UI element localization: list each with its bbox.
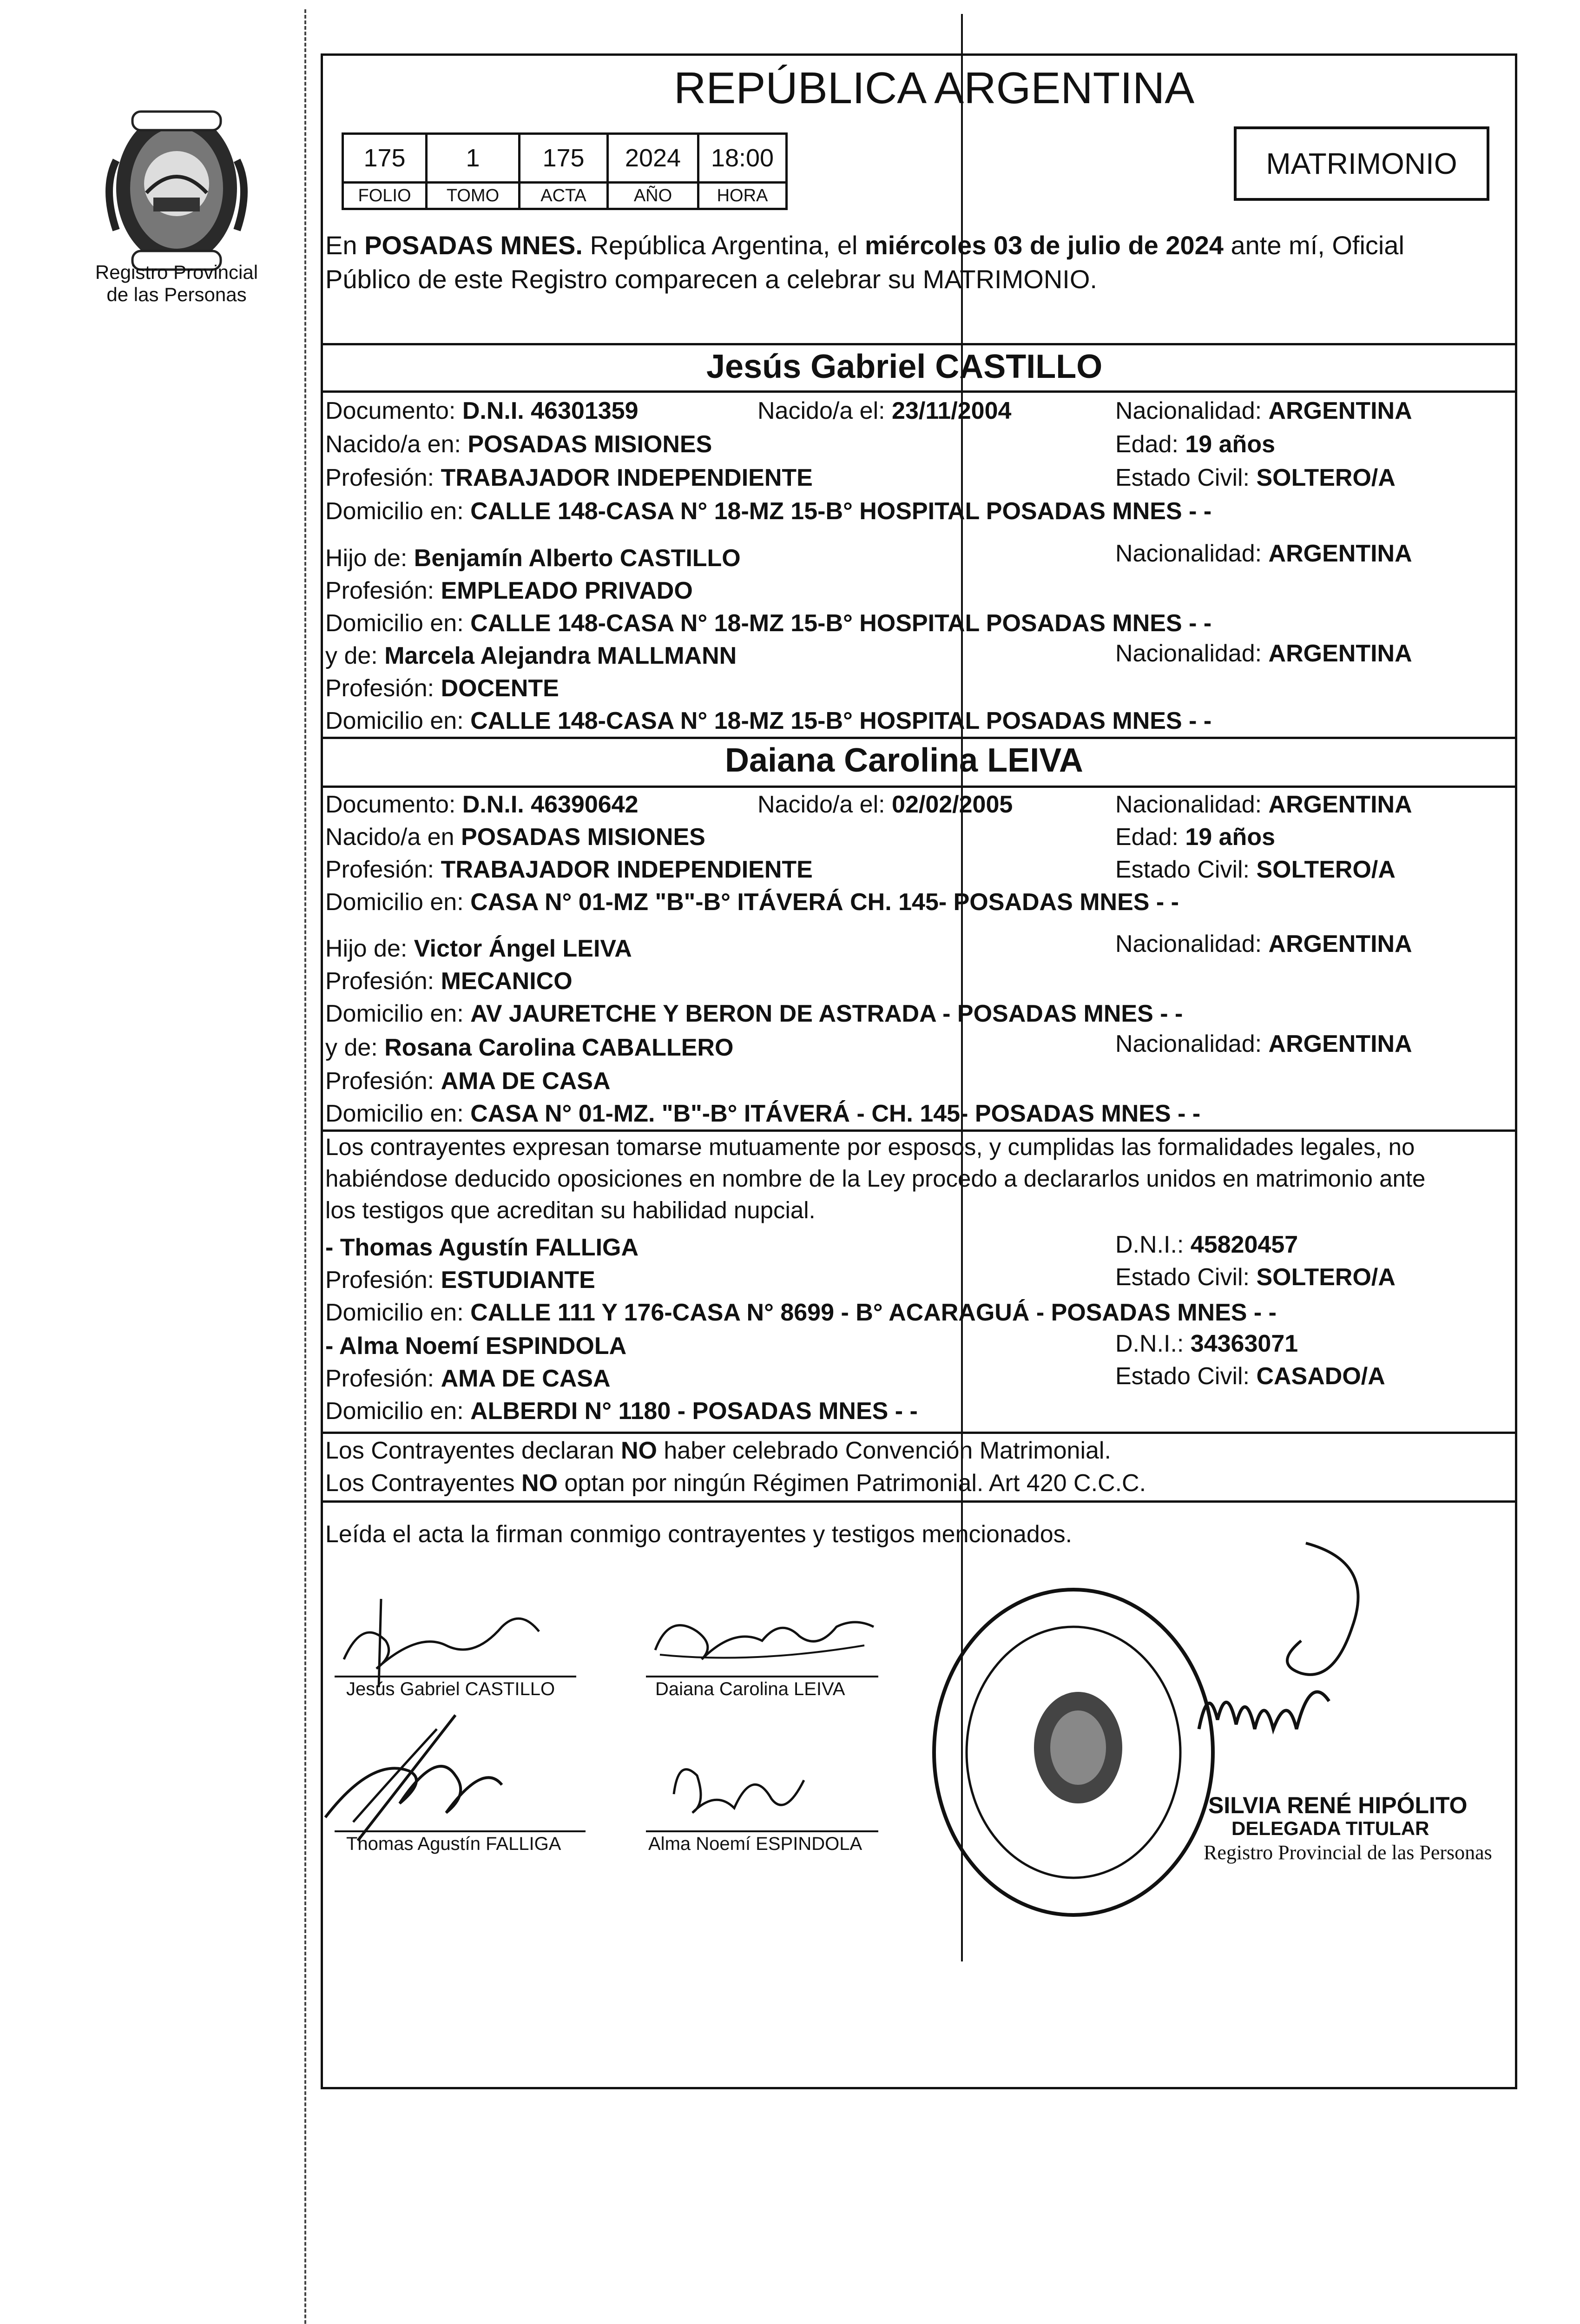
field-label: Profesión: [325,1267,441,1294]
testigo-1-domicilio [325,1296,1277,1329]
field-value: 02/02/2005 [892,791,1013,818]
field-label: Profesión: [325,1365,441,1392]
field-label: Nacido/a el: [757,397,892,424]
c1-nacido-el [757,394,1011,428]
field-label: Profesión: [325,968,441,995]
field-label: Nacido/a el: [757,791,892,818]
field-value: CALLE 148-CASA N° 18-MZ 15-B° HOSPITAL POSADAS MNES - - [470,498,1212,525]
c1-madre [325,639,737,673]
folio-value: 175 [343,134,427,183]
signature-falliga [316,1701,576,1850]
signature-leiva [641,1599,883,1683]
field-value: CASA N° 01-MZ. "B"-B° ITÁVERÁ - CH. 145- POSADAS MNES - - [470,1100,1201,1127]
anio-value: 2024 [608,134,698,183]
intro-place: POSADAS MNES. [364,231,583,260]
testigo-2-dni [1115,1327,1298,1360]
signature-line [646,1676,878,1677]
field-value: SOLTERO/A [1256,856,1396,883]
c2-profesion [325,853,813,886]
declaracion-line-3: los testigos que acreditan su habilidad nupcial. [325,1197,816,1223]
signature-line [335,1830,586,1832]
field-value: CASADO/A [1256,1363,1385,1390]
c2-domicilio [325,885,1179,919]
field-label: Estado Civil: [1115,856,1257,883]
field-label: Edad: [1115,824,1185,851]
c1-domicilio [325,495,1211,528]
field-value: 19 años [1185,824,1275,851]
convencion-text: Los Contrayentes declaran [325,1437,621,1464]
field-label: Hijo de: [325,545,414,572]
c1-estado-civil [1115,461,1396,495]
field-value: - Alma Noemí ESPINDOLA [325,1333,627,1360]
anio-label: AÑO [608,183,698,209]
testigo-1-dni [1115,1228,1298,1261]
field-label: Domicilio en: [325,889,471,916]
field-value: ARGENTINA [1268,931,1412,957]
convencion-text: haber celebrado Convención Matrimonial. [657,1437,1111,1464]
field-label: Domicilio en: [325,498,471,525]
page-title: REPÚBLICA ARGENTINA [674,63,1195,113]
field-label: Documento: [325,791,462,818]
field-label: Estado Civil: [1115,464,1257,491]
divider-name-1-bottom [321,390,1517,393]
field-value: ARGENTINA [1268,640,1412,667]
field-label: Nacionalidad: [1115,640,1269,667]
field-value: AMA DE CASA [441,1365,611,1392]
c2-estado-civil [1115,853,1396,886]
acta-data-table [342,132,788,210]
cierre-text: Leída el acta la firman conmigo contrayentes y testigos mencionados. [325,1521,1073,1548]
field-value: CALLE 148-CASA N° 18-MZ 15-B° HOSPITAL POSADAS MNES - - [470,610,1212,637]
convencion-text: optan por ningún Régimen Patrimonial. Art 420 C.C.C. [558,1470,1146,1497]
field-value: DOCENTE [441,675,559,702]
c1-nacido-en [325,428,712,461]
field-label: Hijo de: [325,935,414,962]
field-value: Benjamín Alberto CASTILLO [414,545,741,572]
field-label: Estado Civil: [1115,1363,1257,1390]
field-value: - Thomas Agustín FALLIGA [325,1234,639,1261]
field-label: Nacionalidad: [1115,931,1269,957]
declaracion-line-1: Los contrayentes expresan tomarse mutuamente por esposos, y cumplidas las formalidades legales, no [325,1134,1415,1160]
c2-padre [325,932,632,965]
acta-labels-row [343,183,787,209]
field-value: TRABAJADOR INDEPENDIENTE [441,464,813,491]
testigo-1-profesion [325,1263,595,1297]
testigo-1-name [325,1231,639,1264]
convencion-line-2 [325,1466,1146,1500]
declaracion-line-2: habiéndose deducido oposiciones en nombre de la Ley procedo a declararlos unidos en matrimonio ante [325,1165,1426,1192]
convencion-text: Los Contrayentes [325,1470,522,1497]
acta-values-row [343,134,787,183]
c2-madre-profesion [325,1064,611,1098]
signature-label-leiva: Daiana Carolina LEIVA [655,1679,845,1699]
field-value: EMPLEADO PRIVADO [441,577,693,604]
c1-madre-domicilio [325,704,1211,738]
testigo-2-name [325,1329,626,1363]
c2-padre-profesion [325,964,573,998]
field-value: ESTUDIANTE [441,1267,595,1294]
field-label: Profesión: [325,464,441,491]
logo-caption [70,261,283,306]
field-value: D.N.I. 46390642 [462,791,639,818]
testigo-2-estado-civil [1115,1360,1385,1393]
logo-caption-line-1: Registro Provincial [95,261,258,283]
field-value: ARGENTINA [1268,1030,1412,1057]
c1-madre-nacionalidad [1115,637,1412,670]
intro-text: ante mí, Oficial [1223,231,1404,260]
field-label: Domicilio en: [325,610,471,637]
field-label: Nacionalidad: [1115,397,1269,424]
field-label: D.N.I.: [1115,1231,1191,1258]
field-label: Nacionalidad: [1115,791,1269,818]
field-label: Documento: [325,397,462,424]
field-value: D.N.I. 46301359 [462,397,639,424]
field-label: Nacido/a en [325,824,461,851]
c1-madre-profesion [325,672,559,705]
field-label: y de: [325,642,385,669]
c2-madre [325,1031,733,1064]
c2-padre-nacionalidad [1115,927,1412,961]
convencion-line-1 [325,1434,1111,1467]
signature-line [646,1830,878,1832]
hora-label: HORA [698,183,787,209]
field-value: SOLTERO/A [1256,1264,1396,1291]
field-label: Edad: [1115,431,1185,458]
c1-documento [325,394,639,428]
contrayente-2-name: Daiana Carolina LEIVA [725,742,1083,779]
official-name: SILVIA RENÉ HIPÓLITO [1208,1792,1468,1818]
registry-logo [88,91,265,286]
document-type-box: MATRIMONIO [1234,126,1489,201]
field-label: Estado Civil: [1115,1264,1257,1291]
c1-edad [1115,428,1275,461]
acta-label: ACTA [520,183,608,209]
field-value: ARGENTINA [1268,397,1412,424]
logo-caption-line-2: de las Personas [106,284,247,305]
tomo-label: TOMO [427,183,520,209]
field-label: Domicilio en: [325,1000,471,1027]
field-value: CALLE 111 Y 176-CASA N° 8699 - B° ACARAGUÁ - POSADAS MNES - - [470,1299,1277,1326]
signature-espindola [646,1738,888,1831]
c2-madre-nacionalidad [1115,1027,1412,1061]
field-label: Domicilio en: [325,707,471,734]
field-value: 23/11/2004 [892,397,1012,424]
signature-label-espindola: Alma Noemí ESPINDOLA [648,1834,862,1854]
testigo-2-domicilio [325,1394,918,1428]
convencion-no: NO [521,1470,558,1497]
hora-value: 18:00 [698,134,787,183]
intro-text: En [325,231,365,260]
c1-padre-nacionalidad [1115,537,1412,570]
field-label: Nacido/a en: [325,431,468,458]
province-seal-icon [88,91,265,286]
tomo-value: 1 [427,134,520,183]
field-value: CASA N° 01-MZ "B"-B° ITÁVERÁ CH. 145- POSADAS MNES - - [470,889,1179,916]
field-label: Profesión: [325,675,441,702]
contrayente-1-name: Jesús Gabriel CASTILLO [706,348,1103,385]
intro-line-2: Público de este Registro comparecen a celebrar su MATRIMONIO. [325,264,1097,294]
divider-cierre [321,1500,1517,1503]
c2-edad [1115,820,1275,854]
c2-nacido-el [757,788,1013,821]
field-value: AV JAURETCHE Y BERON DE ASTRADA - POSADAS MNES - - [470,1000,1183,1027]
field-label: Nacionalidad: [1115,1030,1269,1057]
field-value: ARGENTINA [1268,791,1412,818]
testigo-1-estado-civil [1115,1261,1396,1294]
field-value: 34363071 [1190,1330,1298,1357]
testigo-2-profesion [325,1362,611,1395]
field-value: MECANICO [441,968,573,995]
field-label: Profesión: [325,1068,441,1095]
c2-padre-domicilio [325,997,1183,1030]
field-label: Domicilio en: [325,1100,471,1127]
field-value: CALLE 148-CASA N° 18-MZ 15-B° HOSPITAL POSADAS MNES - - [470,707,1212,734]
signature-label-falliga: Thomas Agustín FALLIGA [346,1834,561,1854]
field-value: SOLTERO/A [1256,464,1396,491]
signature-line [335,1676,576,1677]
official-stamp [925,1580,1222,1924]
c1-profesion [325,461,813,495]
field-value: TRABAJADOR INDEPENDIENTE [441,856,813,883]
field-value: ARGENTINA [1268,540,1412,567]
c1-padre-domicilio [325,607,1211,640]
field-value: ALBERDI N° 1180 - POSADAS MNES - - [470,1398,918,1425]
field-label: Domicilio en: [325,1398,471,1425]
field-label: y de: [325,1034,385,1061]
field-label: Profesión: [325,856,441,883]
c2-nacido-en [325,820,705,854]
c1-padre [325,541,741,575]
left-margin-dashes [304,9,306,2324]
field-value: Marcela Alejandra MALLMANN [384,642,737,669]
field-value: AMA DE CASA [441,1068,611,1095]
field-value: Rosana Carolina CABALLERO [384,1034,734,1061]
official-signature [1180,1534,1459,1794]
convencion-no: NO [620,1437,657,1464]
field-label: D.N.I.: [1115,1330,1191,1357]
field-label: Domicilio en: [325,1299,471,1326]
folio-label: FOLIO [343,183,427,209]
acta-value: 175 [520,134,608,183]
c1-padre-profesion [325,574,693,607]
c2-documento [325,788,639,821]
c1-nacionalidad [1115,394,1412,428]
field-label: Profesión: [325,577,441,604]
field-value: Victor Ángel LEIVA [414,935,632,962]
c2-nacionalidad [1115,788,1412,821]
field-value: 19 años [1185,431,1275,458]
signature-label-castillo: Jesús Gabriel CASTILLO [346,1679,555,1699]
intro-text: República Argentina, el [582,231,865,260]
intro-date: miércoles 03 de julio de 2024 [864,231,1224,260]
official-registro: Registro Provincial de las Personas [1204,1841,1492,1864]
field-value: 45820457 [1190,1231,1298,1258]
intro-line-1 [325,229,1404,262]
c2-madre-domicilio [325,1097,1200,1130]
divider-name-1-top [321,343,1517,345]
field-value: POSADAS MISIONES [461,824,705,851]
field-label: Nacionalidad: [1115,540,1269,567]
official-cargo: DELEGADA TITULAR [1231,1817,1429,1839]
field-value: POSADAS MISIONES [467,431,712,458]
